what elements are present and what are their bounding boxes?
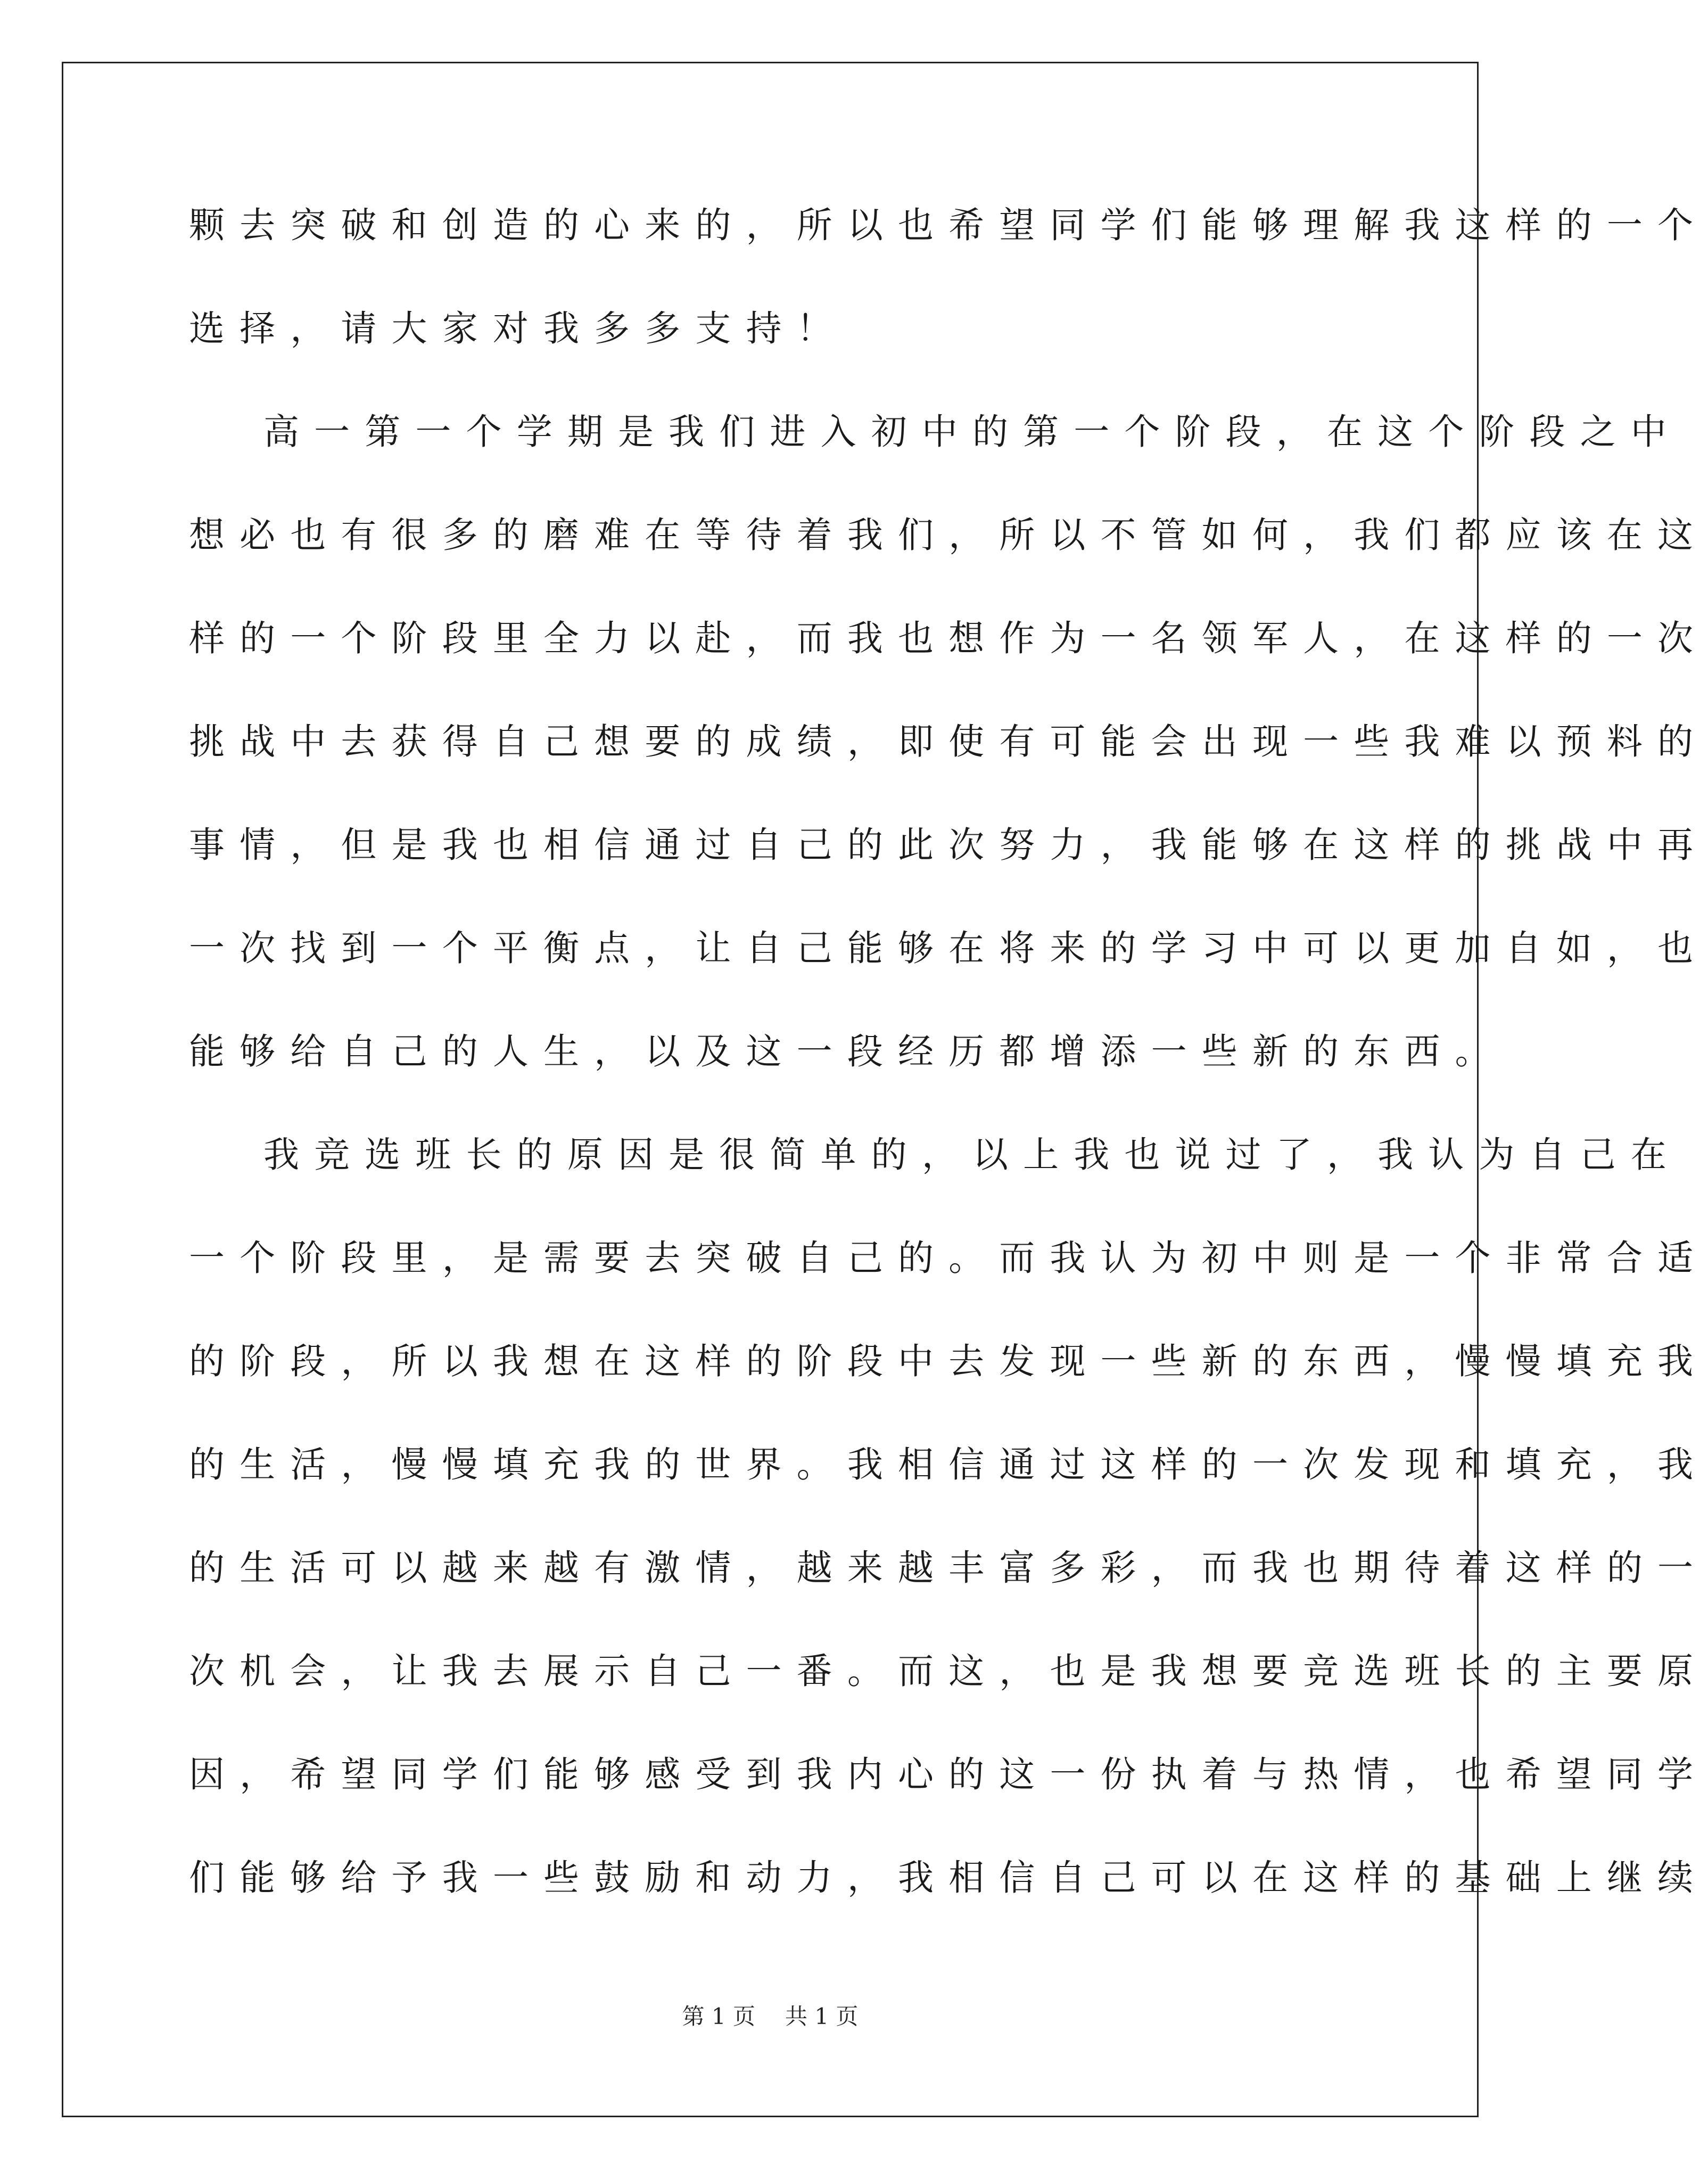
text-line: 的阶段，所以我想在这样的阶段中去发现一些新的东西，慢慢填充我 xyxy=(189,1341,1708,1382)
text-line: 样的一个阶段里全力以赴，而我也想作为一名领军人，在这样的一次 xyxy=(189,618,1708,659)
text-line: 事情，但是我也相信通过自己的此次努力，我能够在这样的挑战中再 xyxy=(189,824,1708,866)
text-line: 颗去突破和创造的心来的，所以也希望同学们能够理解我这样的一个 xyxy=(189,204,1708,246)
page-total: 共 1 页 xyxy=(785,2003,859,2029)
page-footer xyxy=(0,2002,1540,2032)
text-line: 选择，请大家对我多多支持！ xyxy=(189,308,847,349)
text-line: 一次找到一个平衡点，让自己能够在将来的学习中可以更加自如，也 xyxy=(189,927,1708,969)
text-line: 的生活，慢慢填充我的世界。我相信通过这样的一次发现和填充，我 xyxy=(189,1444,1708,1485)
text-line: 挑战中去获得自己想要的成绩，即使有可能会出现一些我难以预料的 xyxy=(189,721,1708,762)
text-line: 我竞选班长的原因是很简单的，以上我也说过了，我认为自己在 xyxy=(263,1134,1681,1175)
text-line: 们能够给予我一些鼓励和动力，我相信自己可以在这样的基础上继续 xyxy=(189,1857,1708,1898)
text-line: 次机会，让我去展示自己一番。而这，也是我想要竞选班长的主要原 xyxy=(189,1650,1708,1692)
text-line: 一个阶段里，是需要去突破自己的。而我认为初中则是一个非常合适 xyxy=(189,1237,1708,1279)
text-line: 因，希望同学们能够感受到我内心的这一份执着与热情，也希望同学 xyxy=(189,1754,1708,1795)
text-line: 高一第一个学期是我们进入初中的第一个阶段，在这个阶段之中 xyxy=(263,411,1681,453)
document-body xyxy=(189,200,1708,1955)
page-number: 第 1 页 xyxy=(682,2003,755,2029)
text-line: 能够给自己的人生，以及这一段经历都增添一些新的东西。 xyxy=(189,1031,1506,1072)
text-line: 的生活可以越来越有激情，越来越丰富多彩，而我也期待着这样的一 xyxy=(189,1547,1708,1589)
text-line: 想必也有很多的磨难在等待着我们，所以不管如何，我们都应该在这 xyxy=(189,514,1708,556)
